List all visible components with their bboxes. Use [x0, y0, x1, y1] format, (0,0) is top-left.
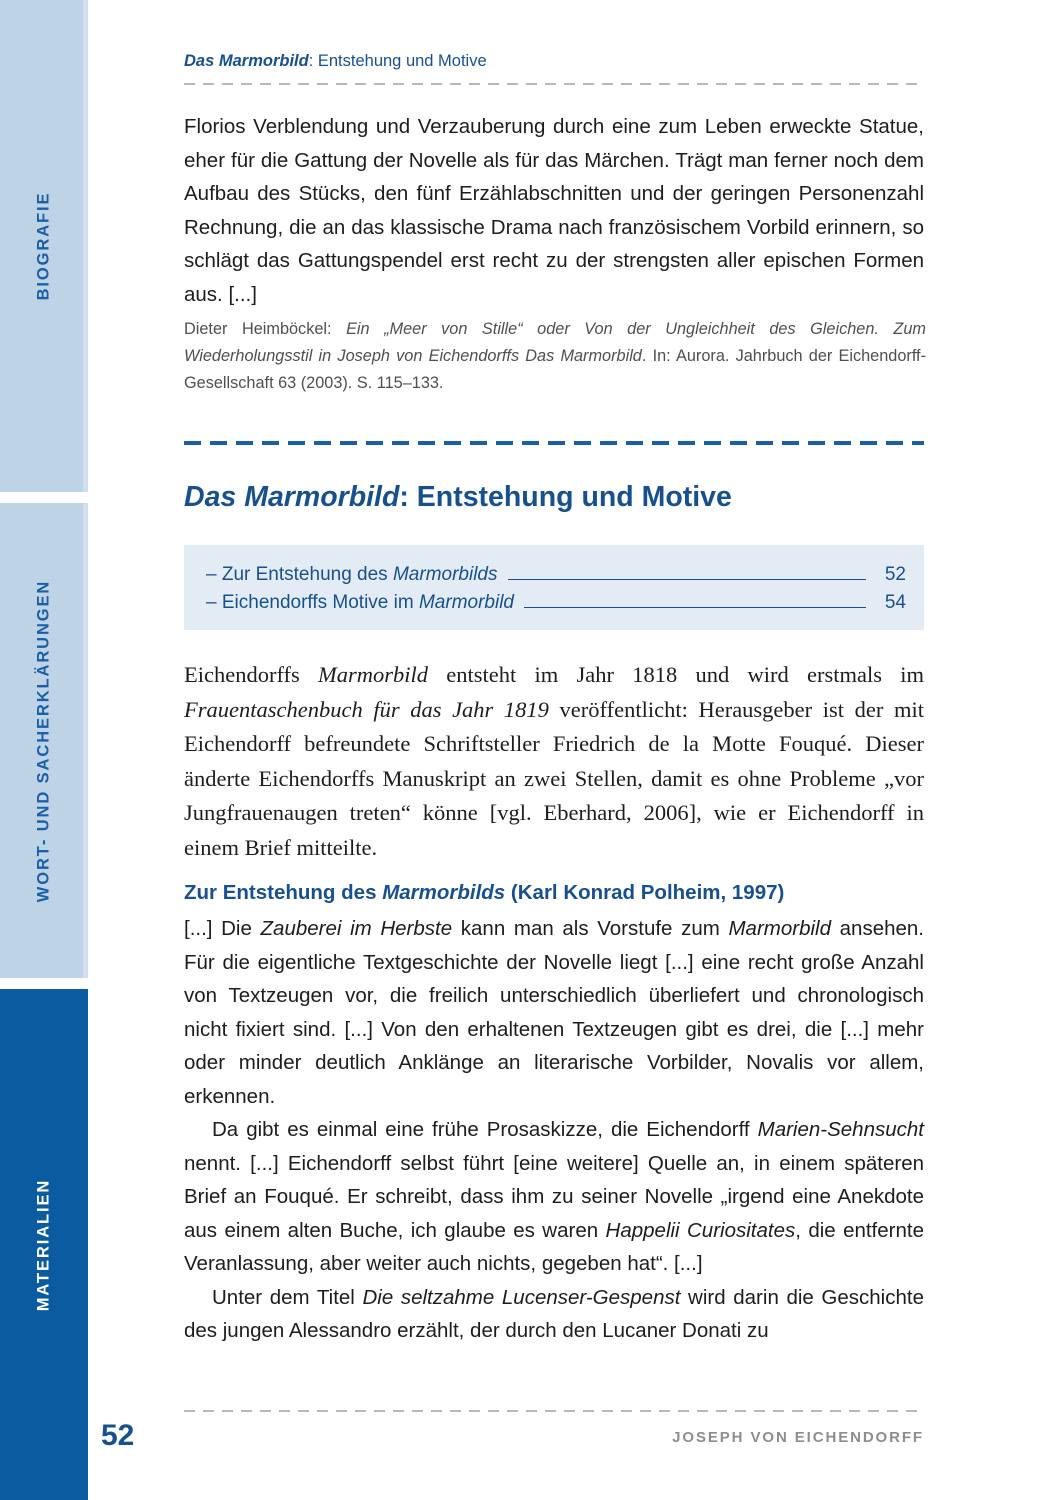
p2-seg-5: , die entfernte Veranlassung, aber weiter auch nichts, gegeben hat“. [...] — [184, 1218, 924, 1275]
chapter-heading-title-rest: : Entstehung und Motive — [399, 481, 732, 513]
p1-seg-3: kann man als Vorstufe zum — [452, 917, 729, 940]
toc-entry-label — [206, 592, 514, 614]
p2-seg-3: nennt. [...] Eichendorff selbst führt [eine weitere] Quelle an, in einem späteren Brief an Fouqué. Er schreibt, dass ihm zu seiner Novelle „irgend eine Anekdote aus einem alten Buche, ich glaube es waren — [184, 1151, 924, 1242]
p1-seg-2-italic: Zauberei im Herbste — [260, 917, 453, 940]
p3-seg-3: wird darin die Geschichte des jungen Alessandro erzählt, der durch den Lucaner Donati zu — [184, 1285, 924, 1342]
p2-seg-2-italic: Marien-Sehnsucht — [757, 1118, 924, 1141]
p1-seg-5: ansehen. Für die eigentliche Textgeschichte der Novelle liegt [...] eine recht große Anzahl von Textzeugen vor, die freilich unterschiedlich überliefert und chronologisch nicht fixiert sind. [...] Von den erhaltenen Textzeugen gibt es drei, die [...] mehr oder minder deutlich Anklänge an literarische Vorbilder, Novalis vor allem, erkennen. — [184, 917, 924, 1108]
footer-rule — [184, 1410, 924, 1412]
running-head-title-rest: : Entstehung und Motive — [308, 52, 487, 70]
serif-seg-1: Eichendorffs — [184, 662, 319, 687]
quote-paragraphs-polheim — [184, 912, 924, 1348]
citation-source: . In: Aurora. Jahrbuch der Eichendorff-Gesellschaft 63 (2003). S. 115–133. — [184, 347, 926, 392]
toc-label-italic: Marmorbilds — [392, 564, 498, 585]
sidebar-tab-wort-und-sacherklaerungen-label: WORT- UND SACHERKLÄRUNGEN — [34, 579, 53, 902]
sidebar-tab-biografie-label: BIOGRAFIE — [34, 191, 53, 301]
running-head-title-italic: Das Marmorbild — [184, 52, 309, 70]
p3-seg-1: Unter dem Titel — [212, 1285, 363, 1309]
running-head-rule — [184, 83, 924, 85]
toc-leader-line — [524, 607, 866, 608]
intro-paragraph-serif — [184, 658, 924, 865]
section-divider-dashed — [184, 441, 924, 445]
toc-label-pre: Zur Entstehung des — [221, 564, 393, 585]
toc-page-number: 52 — [884, 564, 906, 585]
sidebar-tab-materialien-label: MATERIALIEN — [34, 1178, 53, 1311]
toc-dash: – — [206, 564, 217, 585]
serif-seg-5: veröffentlicht: Herausgeber ist der mit Eichendorff befreundete Schriftsteller Friedrich de la Motte Fouqué. Dieser änderte Eichendorffs Manuskript an zwei Stellen, damit es ohne Probleme „vor Jungfrauenaugen treten“ könne [vgl. Eberhard, 2006], wie er Eichendorff in einem Brief mitteilte. — [184, 696, 924, 860]
subheading-pre: Zur Entstehung des — [184, 881, 383, 904]
citation-block — [184, 316, 926, 397]
subheading-post: (Karl Konrad Polheim, 1997) — [505, 881, 785, 904]
p2-seg-1: Da gibt es einmal eine frühe Prosaskizze, die Eichendorff — [212, 1118, 758, 1141]
toc-entry-label — [206, 564, 498, 586]
chapter-heading — [184, 480, 924, 516]
polheim-paragraph-2 — [184, 1113, 924, 1281]
subheading-italic: Marmorbilds — [382, 881, 506, 904]
citation-work-italic: Ein „Meer von Stille“ oder Von der Ungleichheit des Gleichen. Zum Wiederholungsstil in Joseph von Eichendorffs Das Marmorbild — [184, 320, 926, 365]
serif-seg-3: entsteht im Jahr 1818 und wird erstmals im — [428, 662, 924, 687]
polheim-paragraph-1 — [184, 912, 924, 1113]
toc-row[interactable] — [206, 592, 906, 614]
chapter-heading-title-italic: Das Marmorbild — [184, 481, 400, 513]
serif-seg-4-italic: Frauentaschenbuch für das Jahr 1819 — [184, 696, 549, 722]
toc-page-number: 54 — [884, 592, 906, 613]
toc-label-pre: Eichendorffs Motive im — [221, 592, 419, 613]
polheim-paragraph-3 — [184, 1281, 924, 1348]
running-head-text — [184, 52, 924, 72]
p3-seg-2-italic: Die seltzahme Lucenser-Gespenst — [362, 1285, 681, 1309]
p2-seg-4-italic: Happelii Curiositates — [605, 1218, 796, 1242]
footer-book-title: JOSEPH VON EICHENDORFF — [672, 1429, 924, 1446]
serif-seg-2-italic: Marmorbild — [318, 662, 429, 687]
p1-seg-4-italic: Marmorbild — [728, 917, 831, 940]
p1-seg-1: [...] Die — [184, 917, 261, 940]
page-number-folio: 52 — [101, 1419, 135, 1452]
section-subheading — [184, 880, 924, 906]
quote-paragraph-top: Florios Verblendung und Verzauberung durch eine zum Leben erweckte Statue, eher für die Gattung der Novelle als für das Märchen. Trägt man ferner noch dem Aufbau des Stücks, den fünf Erzählabschnitten und der geringen Personenzahl Rechnung, die an das klassische Drama nach französischem Vorbild erinnern, so schlägt das Gattungspendel erst recht zu der strengsten aller epischen Formen aus. [...] — [184, 115, 924, 306]
toc-dash: – — [206, 592, 217, 613]
toc-label-italic: Marmorbild — [418, 592, 515, 613]
toc-row[interactable] — [206, 564, 906, 586]
toc-leader-line — [508, 579, 867, 580]
citation-author: Dieter Heimböckel: — [184, 320, 347, 338]
running-head — [184, 52, 924, 85]
table-of-contents-box — [184, 545, 924, 630]
